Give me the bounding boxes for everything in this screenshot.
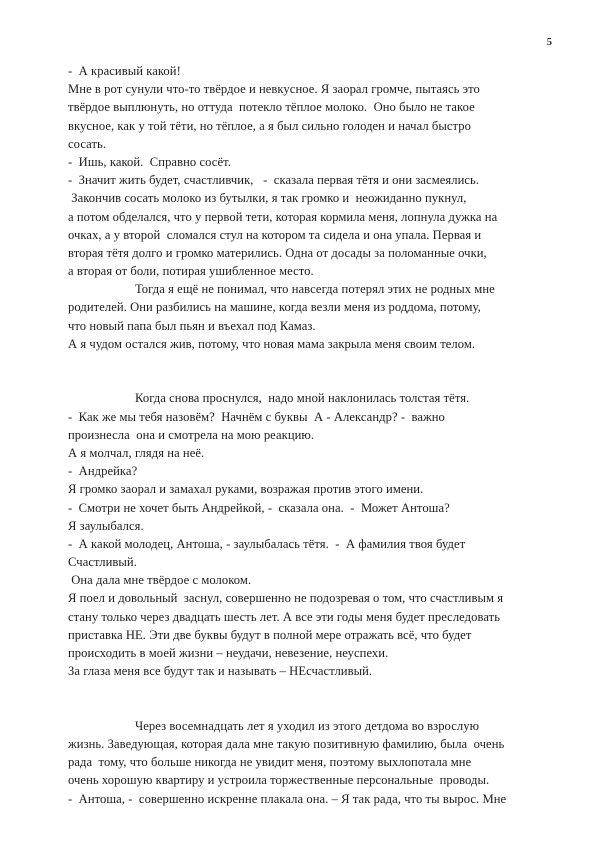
text-line: происходить в моей жизни – неудачи, невезение, неуспехи. [68,646,389,660]
text-line: - Антоша, - совершенно искренне плакала она. – Я так рада, что ты вырос. Мне [68,791,507,806]
text-line-blank [68,371,546,389]
text-line: За глаза меня все будут так и называть – НЕсчастливый. [68,664,373,679]
text-line: Когда снова проснулся, надо мной наклонилась толстая тётя. [135,391,470,406]
text-line: - А какой молодец, Антоша, - заулыбалась тётя. - А фамилия твоя будет [68,536,466,551]
text-line: - Андрейка? [68,464,138,479]
text-line: Я поел и довольный заснул, совершенно не подозревая о том, что счастливым я [68,591,504,606]
text-line: вторая тётя долго и громко матерились. Одна от досады за поломанные очки, [68,245,487,260]
text-line: Через восемнадцать лет я уходил из этого детдома во взрослую [135,718,480,733]
text-line: - Ишь, какой. Справно сосёт. [68,154,231,169]
text-line: произнесла она и смотрела на мою реакцию. [68,427,315,442]
text-line: Мне в рот сунули что-то твёрдое и невкусное. Я заорал громче, пытаясь это [68,82,480,97]
text-line: А я молчал, глядя на неё. [68,445,205,460]
text-line-blank [68,353,546,371]
text-line: Я заулыбался. [68,518,144,533]
text-line-blank [68,680,546,698]
text-line: вкусное, как у той тёти, но тёплое, а я был сильно голоден и начал быстро [68,118,471,133]
text-line: очень хорошую квартиру и устроила торжественные персональные проводы. [68,773,490,788]
text-line: рада тому, что больше никогда не увидит меня, поэтому выхлопотала мне [68,755,472,770]
text-line: - Значит жить будет, счастливчик, - сказала первая тётя и они засмеялись. [68,173,480,188]
text-line: сосать. [68,136,107,151]
text-line: приставка НЕ. Эти две буквы будут в полной мере отражать всё, что будет [68,627,472,642]
text-line: Она дала мне твёрдое с молоком. [68,573,252,588]
text-line: - Как же мы тебя назовём? Начнём с буквы А - Александр? - важно [68,409,445,424]
text-line: Закончив сосать молоко из бутылки, я так громко и неожиданно пукнул, [68,191,467,206]
text-line: а потом обделался, что у первой тети, которая кормила меня, лопнула дужка на [68,209,498,224]
body-text-block [68,62,546,808]
text-line: а вторая от боли, потирая ушибленное место. [68,264,314,279]
text-line: Тогда я ещё не понимал, что навсегда потерял этих не родных мне [135,282,495,297]
text-line: Я громко заорал и замахал руками, возражая против этого имени. [68,482,424,497]
text-line: что новый папа был пьян и въехал под Камаз. [68,318,316,333]
text-line: твёрдое выплюнуть, но оттуда потекло тёплое молоко. Оно было не такое [68,100,475,115]
page-number: 5 [546,37,552,48]
text-line: жизнь. Заведующая, которая дала мне такую позитивную фамилию, была очень [68,736,505,751]
text-line: очках, а у второй сломался стул на котором та сидела и она упала. Первая и [68,227,482,242]
text-line: - Смотри не хочет быть Андрейкой, - сказала она. - Может Антоша? [68,500,450,515]
text-line: - А красивый какой! [68,64,181,78]
text-line: родителей. Они разбились на машине, когда везли меня из роддома, потому, [68,300,481,315]
text-line: Счастливый. [68,555,137,570]
text-line: стану только через двадцать шесть лет. А все эти годы меня будет преследовать [68,609,501,624]
text-line-blank [68,699,546,717]
text-line: А я чудом остался жив, потому, что новая мама закрыла меня своим телом. [68,336,476,351]
